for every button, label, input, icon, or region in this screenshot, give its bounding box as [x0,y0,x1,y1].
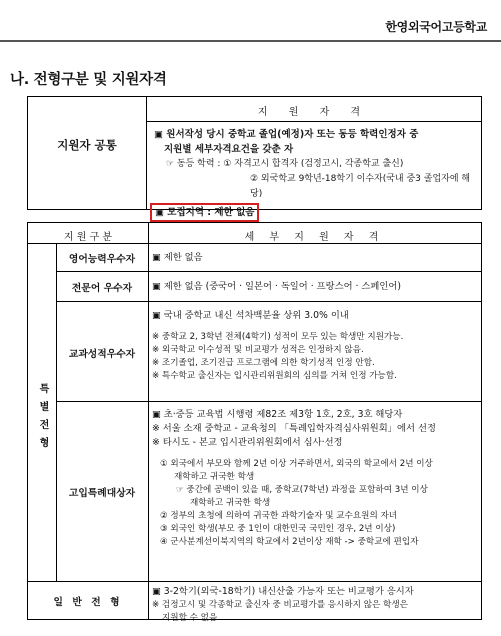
abroad-note: ※ 서울 소재 중학교 - 교육청의 「특례입학자격심사위원회」에서 선정 [152,423,436,434]
row-label-language: 전문어 우수자 [71,283,133,294]
row-detail-language: ▣ 제한 없음 (중국어 · 일본어 · 독일어 · 프랑스어 · 스페인어) [152,281,401,292]
header-type: 지 원 구 분 [63,232,113,243]
qualification-line: ▣ 원서작성 당시 중학교 졸업(예정)자 또는 동등 학력인정자 중 [154,129,419,140]
grades-note: ※ 조기졸업, 조기진급 프로그램에 의한 학기성적 인정 안함. [152,358,375,368]
abroad-item: ☞ 중간에 공백이 있을 때, 중학교(7학년) 과정을 포함하여 3년 이상 [176,485,428,495]
row-label-grades: 교과성적우수자 [68,349,136,360]
region-highlight-box: ▣ 모집지역 : 제한 없음 [150,203,259,222]
table-divider [28,243,481,244]
general-note: ※ 검정고시 및 각종학교 출신자 중 비교평가를 응시하지 않은 학생은 [152,600,408,610]
category-cell: 지원자 공통 [57,138,117,152]
table-divider [56,271,481,272]
row-detail-grades [152,309,477,383]
qualification-line: ② 외국학교 9학년-18학기 이수자(국내 중3 졸업자에 해당) [250,174,471,199]
grades-note: ※ 중학교 2, 3학년 전체(4학기) 성적이 모두 있는 학생만 지원가능. [152,332,404,342]
special-admission-label: 특별전형 [37,383,48,455]
row-label-abroad: 고입특례대상자 [68,488,136,499]
row-label-general: 일 반 전 형 [53,597,123,608]
table-divider [28,581,481,582]
grades-note: ※ 외국학교 이수성적 및 비교평가 성적은 인정하지 않음. [152,345,364,355]
abroad-main: ▣ 초·중등 교육법 시행령 제82조 제3항 1호, 2호, 3호 해당자 [152,409,403,420]
abroad-note: ※ 타시도 - 본교 입시관리위원회에서 심사·선정 [152,437,343,448]
qualification-body [154,127,477,222]
general-main: ▣ 3-2학기(외국-18학기) 내신산출 가능자 또는 비교평가 응시자 [152,586,414,597]
selection-type-table [27,222,482,623]
row-detail-abroad [152,408,477,549]
row-label-english: 영어능력우수자 [68,254,136,265]
table-divider [148,223,149,619]
header-details: 세 부 지 원 자 격 [244,232,385,243]
school-name: 한영외국어고등학교 [385,20,487,34]
table-divider [56,301,481,302]
common-qualification-table [27,96,482,218]
table-divider [146,121,481,122]
column-header: 지 원 자 격 [257,107,370,118]
qualification-line: ☞ 동등 학력 : ① 자격고시 합격자 (검정고시, 각종학교 출신) [166,159,404,169]
row-detail-general [152,585,477,625]
abroad-item: ② 정부의 초청에 의하여 귀국한 과학기술자 및 교수요원의 자녀 [160,511,398,521]
grades-note: ※ 특수학교 출신자는 입시관리위원회의 심의를 거쳐 인정 가능함. [152,371,397,381]
abroad-item: ④ 군사분계선이북지역의 학교에서 2년이상 재학 -> 중학교에 편입자 [160,537,419,547]
abroad-item: ① 외국에서 부모와 함께 2년 이상 거주하면서, 외국의 학교에서 2년 이상 [160,459,433,469]
general-note: 지원할 수 없음. [162,613,221,623]
abroad-item: ③ 외국인 학생(부모 중 1인이 대한민국 국민인 경우, 2년 이상) [160,524,396,534]
table-divider [56,401,481,402]
abroad-item: 재학하고 귀국한 학생 [190,498,271,508]
section-title: 나. 전형구분 및 지원자격 [10,72,167,88]
abroad-item: 재학하고 귀국한 학생 [174,472,255,482]
row-detail-english: ▣ 제한 없음 [152,252,203,263]
grades-main: ▣ 국내 중학교 내신 석차백분율 상위 3.0% 이내 [152,310,349,321]
qualification-line: 지원별 세부자격요건을 갖춘 자 [164,144,294,155]
header-divider [0,40,501,42]
